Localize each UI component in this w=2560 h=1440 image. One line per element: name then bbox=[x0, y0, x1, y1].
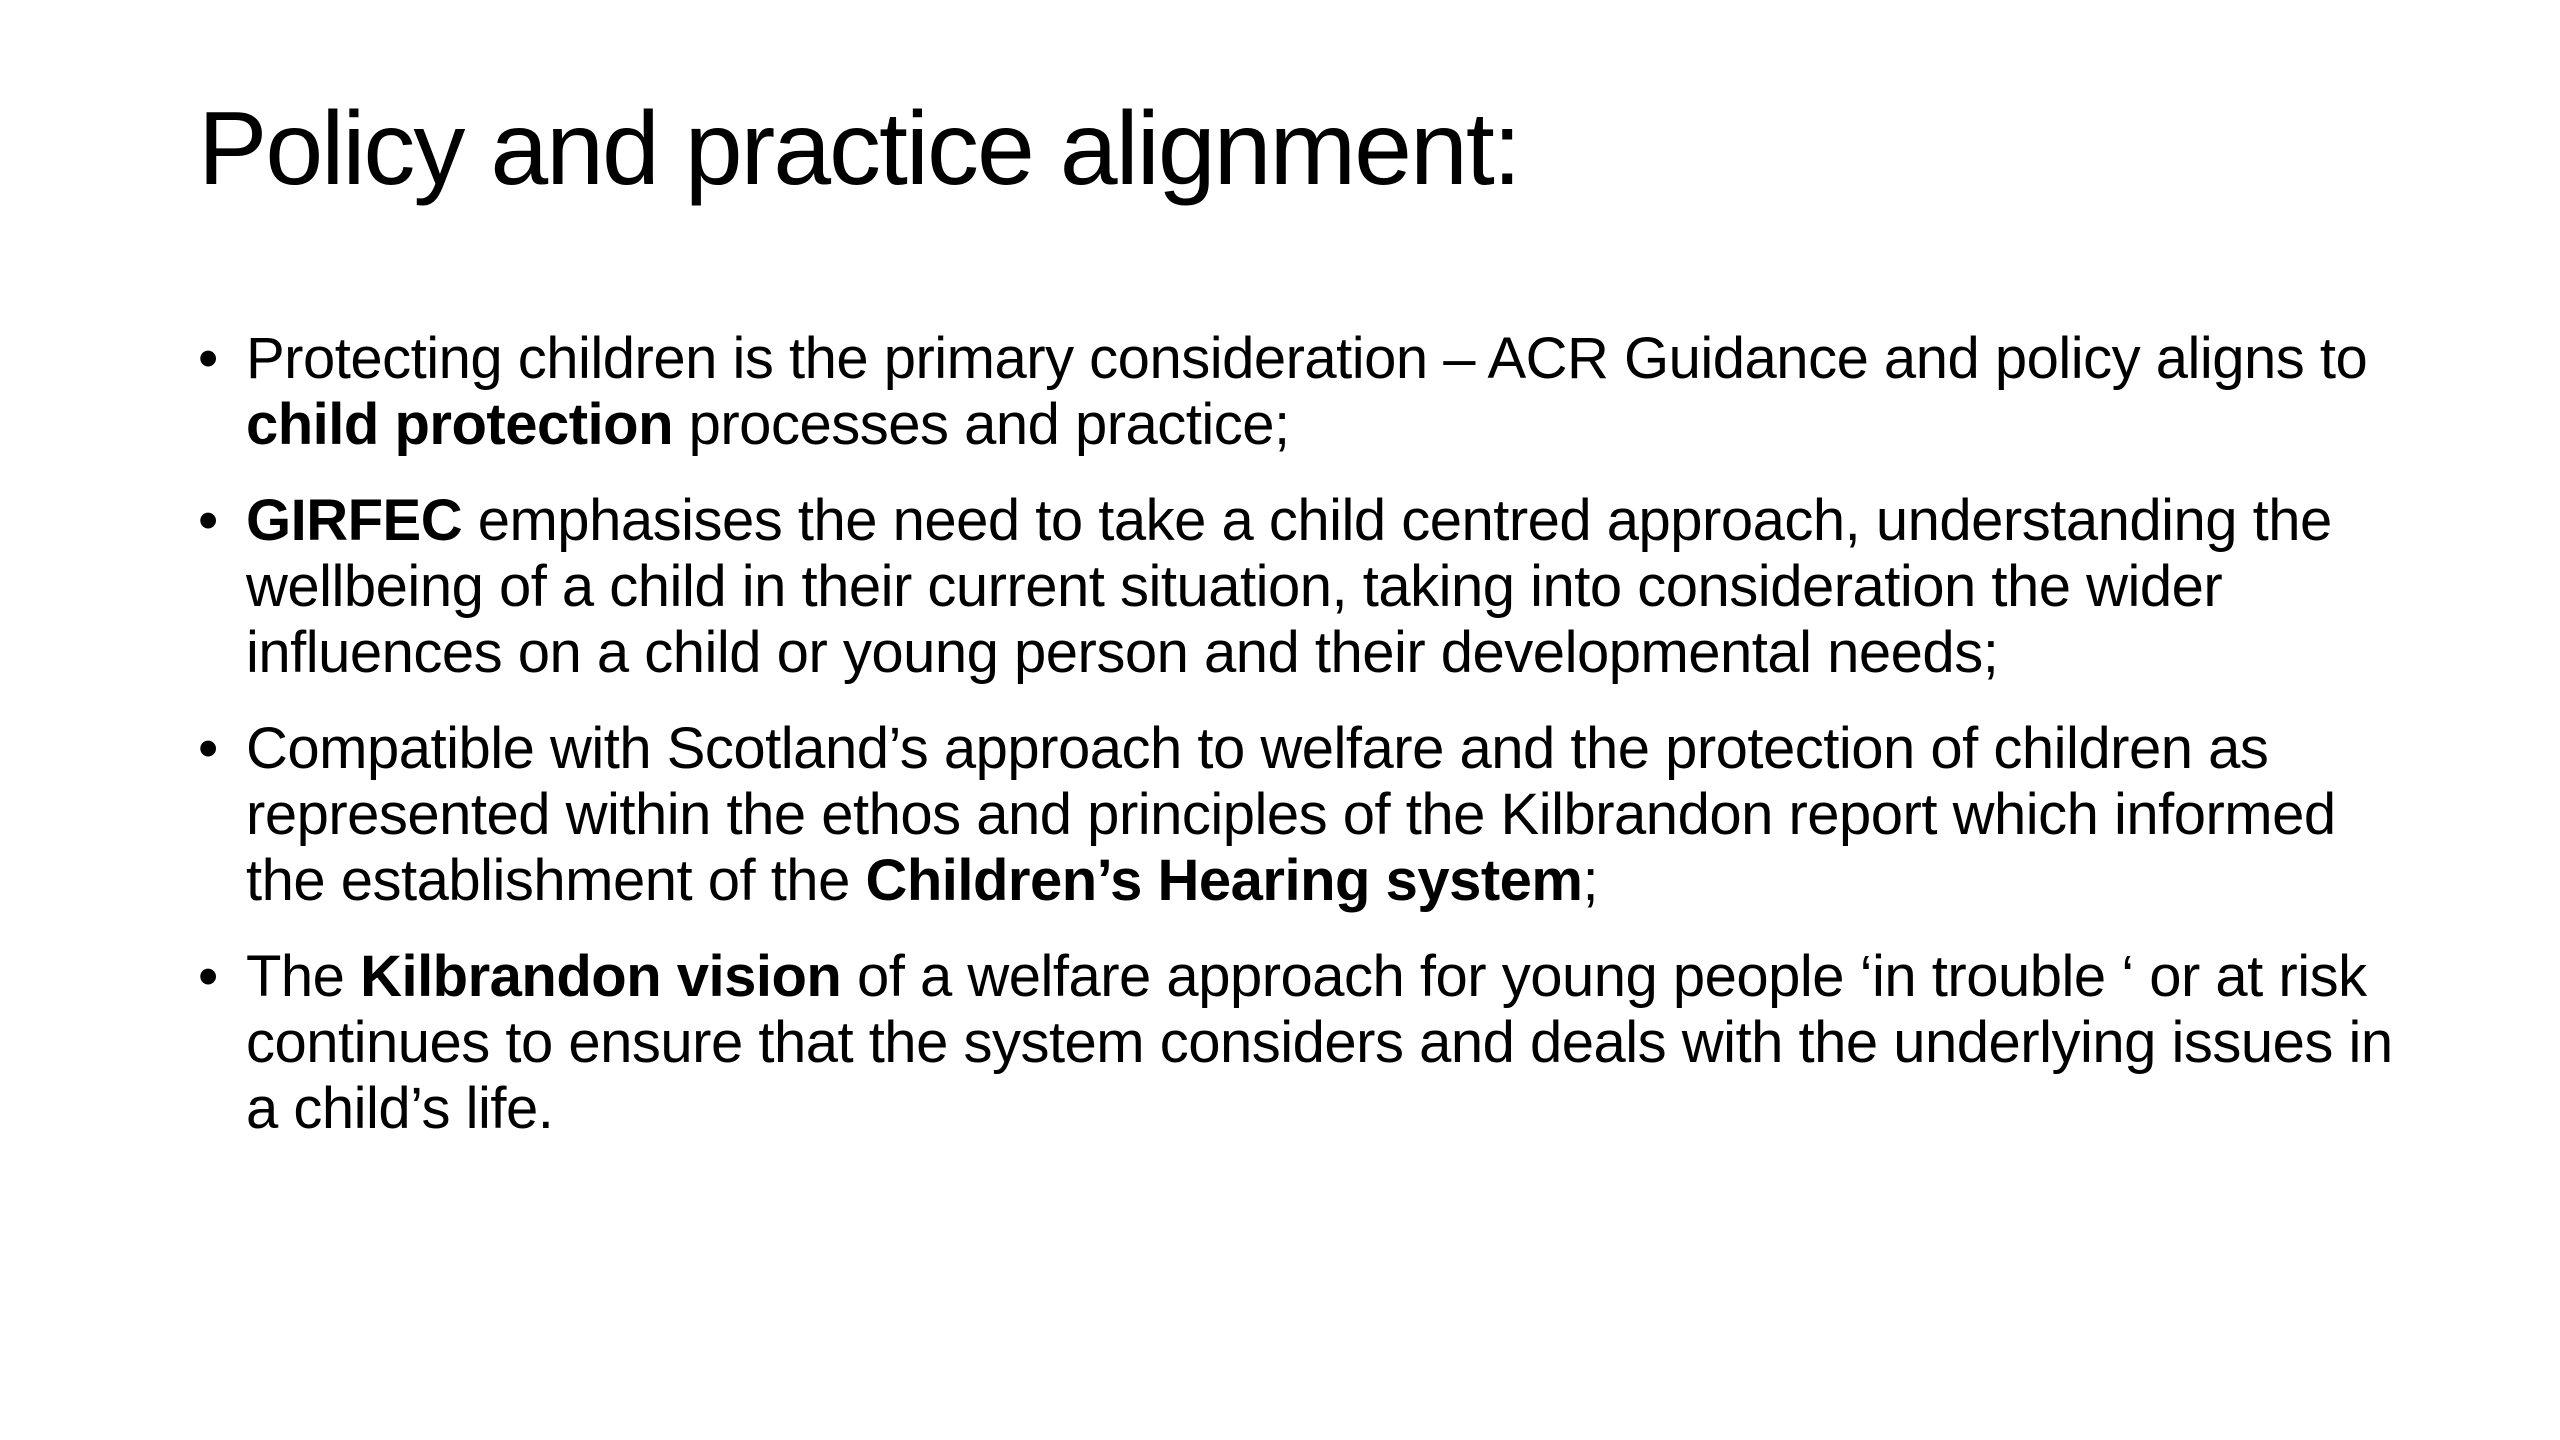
bullet-item bbox=[198, 716, 2418, 914]
bullet-dot-icon: • bbox=[198, 944, 218, 1009]
bullet-text-part: of a welfare approach for young people ‘in trouble ‘ or at risk continues to ensure that the system considers and deals with the underlying issues in a child’s life. bbox=[246, 944, 2393, 1141]
bullet-item bbox=[198, 944, 2418, 1142]
bullet-text bbox=[246, 944, 2393, 1141]
bullet-dot-icon: • bbox=[198, 488, 218, 553]
bullet-list bbox=[198, 326, 2418, 1172]
bullet-text-bold: Kilbrandon vision bbox=[360, 944, 842, 1009]
bullet-item bbox=[198, 488, 2418, 686]
bullet-text-part: Protecting children is the primary consideration – ACR Guidance and policy aligns to bbox=[246, 326, 2368, 391]
bullet-text bbox=[246, 326, 2367, 457]
bullet-text-part: emphasises the need to take a child centred approach, understanding the wellbeing of a child in their current situation, taking into consideration the wider influences on a child or young person and their developmental needs; bbox=[246, 488, 2332, 685]
bullet-text bbox=[246, 716, 2336, 913]
bullet-dot-icon: • bbox=[198, 326, 218, 391]
bullet-text bbox=[246, 488, 2332, 685]
bullet-text-part: Compatible with Scotland’s approach to welfare and the protection of children as represented within the ethos and principles of the Kilbrandon report which informed the establishment of the bbox=[246, 716, 2336, 913]
slide-title: Policy and practice alignment: bbox=[198, 91, 1520, 207]
bullet-text-bold: Children’s Hearing system bbox=[865, 848, 1583, 913]
bullet-dot-icon: • bbox=[198, 716, 218, 781]
bullet-text-part: ; bbox=[1582, 848, 1599, 913]
bullet-item bbox=[198, 326, 2418, 458]
bullet-text-part: processes and practice; bbox=[673, 392, 1290, 457]
bullet-text-part: The bbox=[246, 944, 361, 1009]
bullet-text-bold: child protection bbox=[246, 392, 673, 457]
bullet-text-bold: GIRFEC bbox=[246, 488, 463, 553]
